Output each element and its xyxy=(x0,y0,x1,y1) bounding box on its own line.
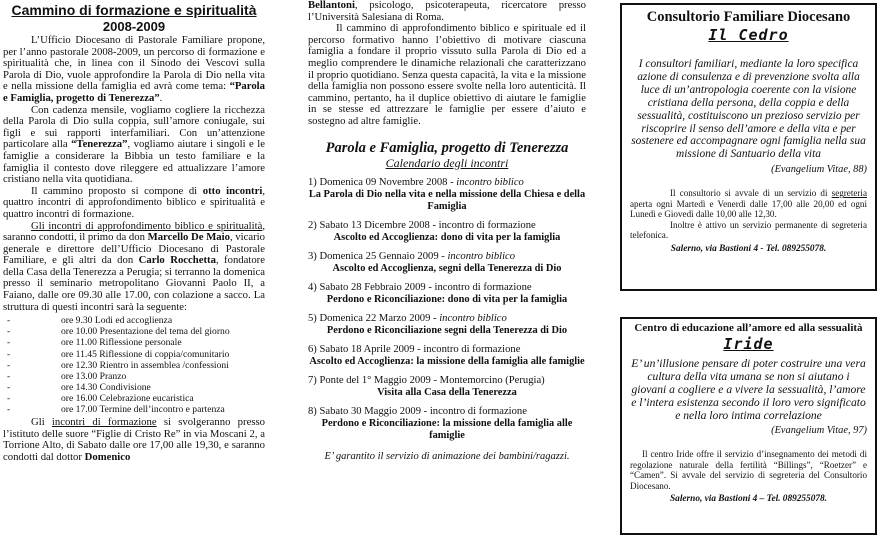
day-schedule xyxy=(3,315,265,415)
event-date-text: 6) Sabato 18 Aprile 2009 - xyxy=(308,343,424,355)
formation-text-a: Gli xyxy=(31,416,52,429)
iride-quote-source: (Evangelium Vitae, 97) xyxy=(771,425,867,436)
iride-quote: E’ un’illusione pensare di poter costruire una vera cultura della vita umana se non si aiutano i giovani a cogliere e a vivere la sessualità, l’amore e l’intera esistenza secondo il loro vero significato e nella loro intima correlazione xyxy=(631,357,866,422)
biblical-paragraph xyxy=(3,221,265,314)
consultorio-hours xyxy=(630,188,867,220)
event-type: incontro di formazione xyxy=(438,219,536,231)
consultorio-phone-service: Inoltre è attivo un servizio permanente di segreteria telefonica. xyxy=(630,219,867,241)
event-title: Visita alla Casa della Tenerezza xyxy=(377,386,517,398)
event-date xyxy=(308,282,586,294)
iride-address: Salerno, via Bastioni 4 – Tel. 089255078. xyxy=(670,494,827,504)
speaker-continuation xyxy=(308,0,586,23)
intro-paragraph xyxy=(3,35,265,105)
event-date xyxy=(308,177,586,189)
calendar-subtitle: Calendario degli incontri xyxy=(385,155,509,170)
schedule-item: - ore 11.00 Riflessione personale xyxy=(3,337,265,348)
consultorio-name: Il Cedro xyxy=(708,26,789,44)
event-date xyxy=(308,220,586,232)
eight-meetings-text: otto incontri xyxy=(202,184,263,197)
schedule-item: - ore 11.45 Riflessione di coppia/comunitario xyxy=(3,349,265,360)
event-type: incontro di formazione xyxy=(434,281,532,293)
biblical-meetings-label: Gli incontri di approfondimento biblico e spiritualità xyxy=(31,219,263,232)
formation-paragraph xyxy=(3,417,265,463)
speaker-de-maio: Marcello De Maio xyxy=(147,231,230,244)
calendar-event xyxy=(308,406,586,442)
consultorio-quote: I consultori familiari, mediante la loro specifica azione di consulenza e di prevenzione svolta alla luce di un’antropologia coerente con la visione cristiana della persona, della coppia e della sessualità, costituiscono un prezioso servizio per riscoprire il senso dell’amore e della vita e per sostenere ed accompagnare ogni famiglia nella sua missione di Santuario della vita xyxy=(631,58,866,161)
childcare-note: E’ garantito il servizio di animazione dei bambini/ragazzi. xyxy=(324,450,570,462)
event-type: incontro biblico xyxy=(439,312,507,324)
iride-box xyxy=(620,317,877,535)
structure-end: , quattro incontri di approfondimento biblico e spiritualità e quattro incontri di formazione. xyxy=(3,184,265,220)
structure-text: Il cammino proposto si compone di xyxy=(31,184,203,197)
calendar-event xyxy=(308,220,586,244)
iride-info: Il centro Iride offre il servizio d’insegnamento dei metodi di regolazione naturale della fertilità “Billings”, “Roetzer” e “Camen”. Si avvale del servizio di segreteria del Consultorio Diocesano. xyxy=(630,449,867,491)
event-type: incontro di formazione xyxy=(423,343,521,355)
biblical-text-b: , vicario generale e direttore dell’Ufficio Diocesano di Pastorale Familiare, e gli altri da don xyxy=(3,231,265,267)
speaker-surname: Bellantoni xyxy=(308,0,355,11)
objective-paragraph: Il cammino di approfondimento biblico e spirituale ed il percorso formativo hanno l’obiettivo di motivare ciascuna famiglia a fondare il proprio vissuto sulla Parola di Dio ed a meglio comprendere le dinamiche relazionali che caratterizzano il proprio quotidiano. Senza questa capacità, la vita e la missione della famiglia non possono essere svolte nella loro autenticità. Il cammino, pertanto, ha il duplice obiettivo di aiutare le famiglie in se stesse ed attrezzare le famiglie per essere d’aiuto e sostegno ad altre famiglie. xyxy=(308,22,586,127)
event-title: Ascolto ed Accoglienza: la missione della famiglia alle famiglie xyxy=(309,355,585,367)
column-formation-path xyxy=(3,0,265,463)
schedule-item: - ore 9.30 Lodi ed accoglienza xyxy=(3,315,265,326)
consultorio-title: Consultorio Familiare Diocesano xyxy=(646,9,851,25)
event-date xyxy=(308,375,586,387)
event-title: Perdono e Riconciliazione segni della Tenerezza di Dio xyxy=(326,324,568,336)
biblical-text-a: , saranno condotti, il primo da don xyxy=(3,219,265,244)
event-title: Ascolto ed Accoglienza: dono di vita per la famiglia xyxy=(333,231,561,243)
event-date-text: 1) Domenica 09 Novembre 2008 - xyxy=(308,176,457,188)
event-date-text: 7) Ponte del 1° Maggio 2009 - xyxy=(308,374,440,386)
event-title: Perdono e Riconciliazione: dono di vita per la famiglia xyxy=(326,293,568,305)
event-type: incontro biblico xyxy=(447,250,516,262)
event-type: Montemorcino (Perugia) xyxy=(439,374,545,386)
biblical-text-c: , fondatore della Casa della Tenerezza a Perugia; si terranno la domenica presso il seminario metropolitano Giovanni Paolo II, a Faiano, dalle ore 09.30 alle 17.00, con colazione a sacco. La struttura di questi incontri sarà la seguente: xyxy=(3,254,265,313)
consultorio-box xyxy=(620,3,877,291)
intro-text: L’Ufficio Diocesano di Pastorale Familiare propone, per l’anno pastorale 2008-2009, un percorso di formazione e spiritualità che, in linea con il Sinodo dei Vescovi sulla Parola di Dio, vuole approfondire la Parola di Dio nella vita e nella missione della famiglia ed avrà come tema: xyxy=(3,34,265,93)
event-date xyxy=(308,344,586,356)
consultorio-address: Salerno, via Bastioni 4 - Tel. 089255078. xyxy=(670,243,827,254)
calendar-event xyxy=(308,344,586,368)
schedule-item: - ore 10.00 Presentazione del tema del giorno xyxy=(3,326,265,337)
calendar-title: Parola e Famiglia, progetto di Tenerezza xyxy=(325,139,569,156)
event-date xyxy=(308,313,586,325)
formation-text-b: si svolgeranno presso l’istituto delle suore “Figlie di Cristo Re” in via Moscani 2, a Torrione Alto, di Sabato dalle ore 17,00 alle 19,30, e saranno condotti dal dottor xyxy=(3,416,265,463)
schedule-item: - ore 13.00 Pranzo xyxy=(3,371,265,382)
event-list xyxy=(308,177,586,442)
event-title: La Parola di Dio nella vita e nella missione della Chiesa e della Famiglia xyxy=(308,188,586,212)
section-title: Cammino di formazione e spiritualità xyxy=(11,2,257,18)
consultorio-quote-source: (Evangelium Vitae, 88) xyxy=(771,164,867,176)
theme-text: “Parola e Famiglia, progetto di Tenerezza” xyxy=(3,80,265,104)
tenderness-text: “Tenerezza” xyxy=(71,138,128,151)
intro-end: . xyxy=(159,91,163,104)
event-type: incontro di formazione xyxy=(429,405,527,417)
event-title: Perdono e Riconciliazione: la missione della famiglia alle famiglie xyxy=(321,417,573,441)
event-date xyxy=(308,406,586,418)
iride-name: Iride xyxy=(723,335,774,353)
calendar-event xyxy=(308,251,586,275)
monthly-text: Con cadenza mensile, vogliamo cogliere la ricchezza della Parola di Dio sulla coppia, sull’amore coniugale, sui figli e sui rapporti interfamiliari. Con un’attenzione particolare alla xyxy=(3,103,265,151)
event-type: incontro biblico xyxy=(456,176,524,188)
iride-title: Centro di educazione all’amore ed alla sessualità xyxy=(634,322,863,334)
event-date-text: 4) Sabato 28 Febbraio 2009 - xyxy=(308,281,435,293)
hours-text-b: aperta ogni Martedì e Venerdì dalle 17,00 alle 20,00 ed ogni Lunedì e Giovedì dalle 10,00 alle 12,30. xyxy=(630,198,867,220)
speaker-first-name: Domenico xyxy=(84,450,131,463)
event-date-text: 5) Domenica 22 Marzo 2009 - xyxy=(308,312,440,324)
schedule-item: - ore 14.30 Condivisione xyxy=(3,382,265,393)
monthly-paragraph xyxy=(3,105,265,186)
event-date-text: 8) Sabato 30 Maggio 2009 - xyxy=(308,405,430,417)
monthly-end: , vogliamo aiutare i singoli e le famiglie a considerare la Bibbia un testo familiare e la famiglia il contesto dove rileggere ed attualizzare l’amore cristiano nella vita quotidiana. xyxy=(3,138,265,186)
hours-text-a: Il consultorio si avvale di un servizio di xyxy=(670,188,832,199)
speaker-role: , psicologo, psicoterapeuta, ricercatore presso l’Università Salesiana di Roma. xyxy=(308,0,586,23)
event-date-text: 3) Domenica 25 Gennaio 2009 - xyxy=(308,250,448,262)
calendar-event xyxy=(308,375,586,399)
event-date xyxy=(308,251,586,263)
calendar-event xyxy=(308,313,586,337)
schedule-item: - ore 16.00 Celebrazione eucaristica xyxy=(3,393,265,404)
section-year: 2008-2009 xyxy=(102,19,166,34)
formation-meetings-label: incontri di formazione xyxy=(51,416,157,429)
column-calendar xyxy=(308,0,586,462)
structure-paragraph xyxy=(3,186,265,221)
calendar-event xyxy=(308,282,586,306)
event-title: Ascolto ed Accoglienza, segni della Tenerezza di Dio xyxy=(332,262,562,274)
calendar-event xyxy=(308,177,586,213)
secretariat-label: segreteria xyxy=(831,188,867,199)
schedule-item: - ore 17.00 Termine dell’incontro e partenza xyxy=(3,404,265,415)
speaker-rocchetta: Carlo Rocchetta xyxy=(138,254,216,267)
schedule-item: - ore 12.30 Rientro in assemblea /confessioni xyxy=(3,360,265,371)
event-date-text: 2) Sabato 13 Dicembre 2008 - xyxy=(308,219,439,231)
